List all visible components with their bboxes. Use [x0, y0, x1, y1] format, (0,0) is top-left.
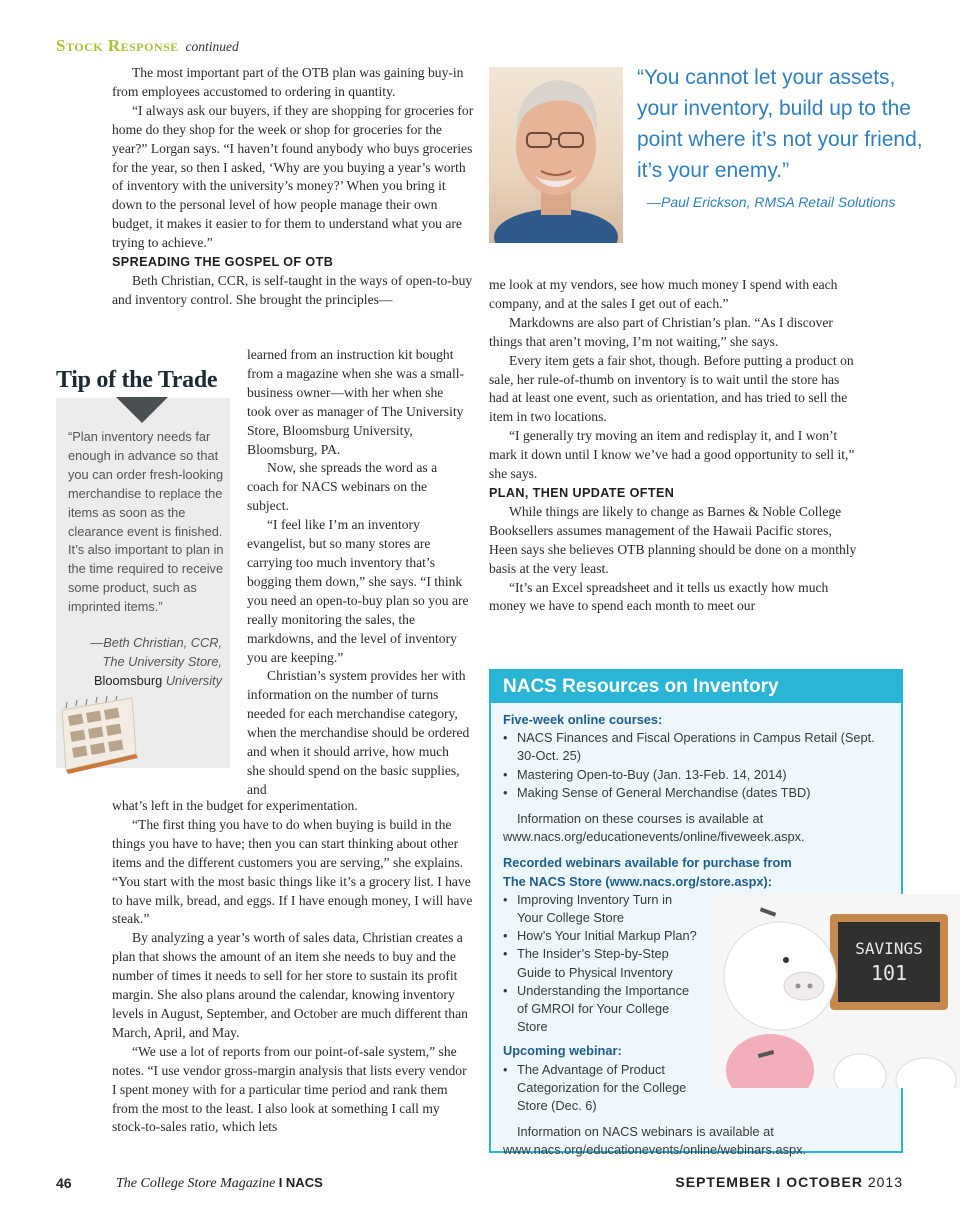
list-item: • The Insider’s Step-by-Step Guide to Physical Inventory [503, 945, 698, 981]
five-week-info: Information on these courses is available at [517, 811, 764, 827]
magazine-name [116, 1175, 323, 1192]
list-item: • The Advantage of Product Categorization for the College Store (Dec. 6) [503, 1061, 698, 1116]
webinar-info: Information on NACS webinars is available at [517, 1124, 774, 1140]
paragraph: “I generally try moving an item and redisplay it, and I won’t mark it down until I know we’ve had a good opportunity to sell it,” she says. [489, 428, 855, 482]
footer-org: NACS [285, 1175, 323, 1190]
footer-separator: I [278, 1175, 283, 1190]
paragraph: what’s left in the budget for experimentation. [112, 798, 358, 813]
tip-title: Tip of the Trade [56, 367, 218, 393]
five-week-link[interactable]: www.nacs.org/educationevents/online/fiveweek.aspx. [503, 829, 805, 845]
subhead-plan-update: PLAN, THEN UPDATE OFTEN [489, 485, 675, 500]
list-item: • Understanding the Importance of GMROI for Your College Store [503, 982, 698, 1037]
issue-year: 2013 [867, 1174, 903, 1190]
paragraph: Now, she spreads the word as a coach for NACS webinars on the subject. [247, 460, 438, 514]
chalkboard-line1: SAVINGS [855, 939, 923, 958]
recorded-heading: Recorded webinars available for purchase from The NACS Store (www.nacs.org/store.aspx): [503, 855, 792, 889]
tip-quote: “Plan inventory needs far enough in advance so that you can order fresh-looking merchandise to replace the items as soon as the clearance event is finished. It’s also important to plan in the time required to receive some product, such as imprinted items.” [68, 429, 224, 615]
paragraph: “The first thing you have to do when buying is build in the things you have to have; then you can start thinking about other items and the different customers you are serving,” she explains. “You start with the most basic things like it’s a grocery list. I have to have milk, bread, and eggs. If I have enough money, I will have steak.” [112, 816, 473, 927]
col2-text [489, 276, 861, 616]
five-week-heading: Five-week online courses: [503, 712, 663, 727]
chalkboard-line2: 101 [870, 961, 908, 985]
paragraph: me look at my vendors, see how much money I spend with each company, and at the sales I get out of each.” [489, 277, 838, 311]
desk-calendar-icon [52, 696, 140, 774]
list-item: • Mastering Open-to-Buy (Jan. 13-Feb. 14, 2014) [503, 766, 893, 784]
paragraph: “I feel like I’m an inventory evangelist, but so many stores are carrying too much inventory that’s bogging them down,” she says. “I think you need an open-to-buy plan so you are really monitoring the sales, the markdowns, and the level of inventory you are keeping.” [247, 517, 469, 665]
tip-attribution-line: The University Store, [102, 654, 222, 670]
paragraph: Christian’s system provides her with information on the number of turns needed for each merchandise category, when the merchandise should be ordered and when it should arrive, how much she should spend on the basic supplies, and [247, 668, 470, 797]
piggy-bank-illustration [712, 894, 960, 1088]
col1-bottom-text [112, 797, 474, 1137]
paragraph: “It’s an Excel spreadsheet and it tells us exactly how much money we have to spend each month to meet our [489, 579, 829, 614]
piggy-bank-photo [712, 894, 960, 1088]
section-kicker [56, 36, 239, 56]
paragraph: By analyzing a year’s worth of sales data, Christian creates a plan that shows the amount of an item she needs to buy and the number of times it needs to sell for her store to sustain its profit margin. She also plans around the calendar, knowing inventory levels in August, September, and October are much different than March, April, and May. [112, 930, 468, 1040]
list-item: • Improving Inventory Turn in Your College Store [503, 891, 698, 927]
issue-date [675, 1174, 903, 1190]
portrait-illustration [489, 67, 623, 243]
upcoming-heading: Upcoming webinar: [503, 1043, 622, 1059]
paragraph: learned from an instruction kit bought from a magazine when she was a small-business owner—with her when she took over as manager of The University Store, Bloomsburg University, Bloomsburg, PA. [247, 347, 465, 457]
tip-attribution-word: Bloomsburg [93, 673, 163, 689]
tip-attribution-line: —Beth Christian, CCR, [90, 635, 222, 650]
upcoming-list [503, 1061, 698, 1116]
col1-narrow-text [247, 346, 470, 800]
webinar-link[interactable]: www.nacs.org/educationevents/online/webinars.aspx. [503, 1142, 807, 1158]
paragraph: “I always ask our buyers, if they are shopping for groceries for home do they shop for the week or shop for groceries for the year?” Lorgan says. “I haven’t found anybody who buys groceries for the year, so then I asked, ‘Why are you buying a year’s worth of inventory with the university’s money?’ When you bring it down to the personal level of how people manage their own budget, it makes it easier to for them to understand what you are trying to achieve.” [112, 102, 474, 251]
five-week-list [503, 729, 893, 802]
paragraph: While things are likely to change as Barnes & Noble College Booksellers assumes management of the Hawaii Pacific stores, Heen says she believes OTB planning should be done on a monthly basis at the very least. [489, 503, 857, 576]
paragraph: Markdowns are also part of Christian’s plan. “As I discover things that aren’t moving, I’m not waiting,” she says. [489, 314, 833, 349]
tip-attribution-line [66, 671, 222, 690]
continued-label: continued [185, 39, 239, 54]
pull-quote-attribution: —Paul Erickson, RMSA Retail Solutions [647, 194, 896, 210]
col1-top-text [112, 64, 474, 310]
section-title: Stock Response [56, 36, 179, 55]
pull-quote: “You cannot let your assets, your inventory, build up to the point where it’s not your friend, it’s your enemy.” [637, 66, 923, 182]
resources-title: NACS Resources on Inventory [491, 671, 901, 703]
paragraph: The most important part of the OTB plan was gaining buy-in from employees accustomed to ordering in quantity. [112, 65, 464, 99]
page-number: 46 [56, 1175, 72, 1191]
portrait-photo [489, 67, 623, 243]
issue-month: SEPTEMBER [675, 1174, 772, 1190]
issue-separator: I [776, 1174, 782, 1190]
tip-pointer-icon [116, 397, 168, 423]
recorded-list [503, 891, 698, 1037]
paragraph: Every item gets a fair shot, though. Before putting a product on sale, her rule-of-thumb on inventory is to wait until the store has had at least one event, such as orientation, and has tried to sell the item in two locations. [489, 352, 854, 425]
subhead-spreading-gospel: SPREADING THE GOSPEL OF OTB [112, 255, 334, 270]
list-item: • How’s Your Initial Markup Plan? [503, 927, 698, 945]
paragraph: “We use a lot of reports from our point-of-sale system,” she notes. “I use vendor gross-margin analysis that lists every vendor I spent money with for a particular time period and rank them from the most to the least. I also look at something I call my stock-to-sales ratio, which lets [112, 1043, 467, 1135]
magazine-title: The College Store Magazine [116, 1176, 276, 1191]
list-item: • Making Sense of General Merchandise (dates TBD) [503, 784, 893, 802]
tip-attribution-word: University [165, 673, 222, 689]
issue-month-2: OCTOBER [786, 1174, 863, 1190]
tip-attribution [66, 633, 222, 691]
list-item: • NACS Finances and Fiscal Operations in Campus Retail (Sept. 30-Oct. 25) [503, 729, 893, 765]
paragraph: Beth Christian, CCR, is self-taught in the ways of open-to-buy and inventory control. She brought the principles— [112, 272, 473, 307]
